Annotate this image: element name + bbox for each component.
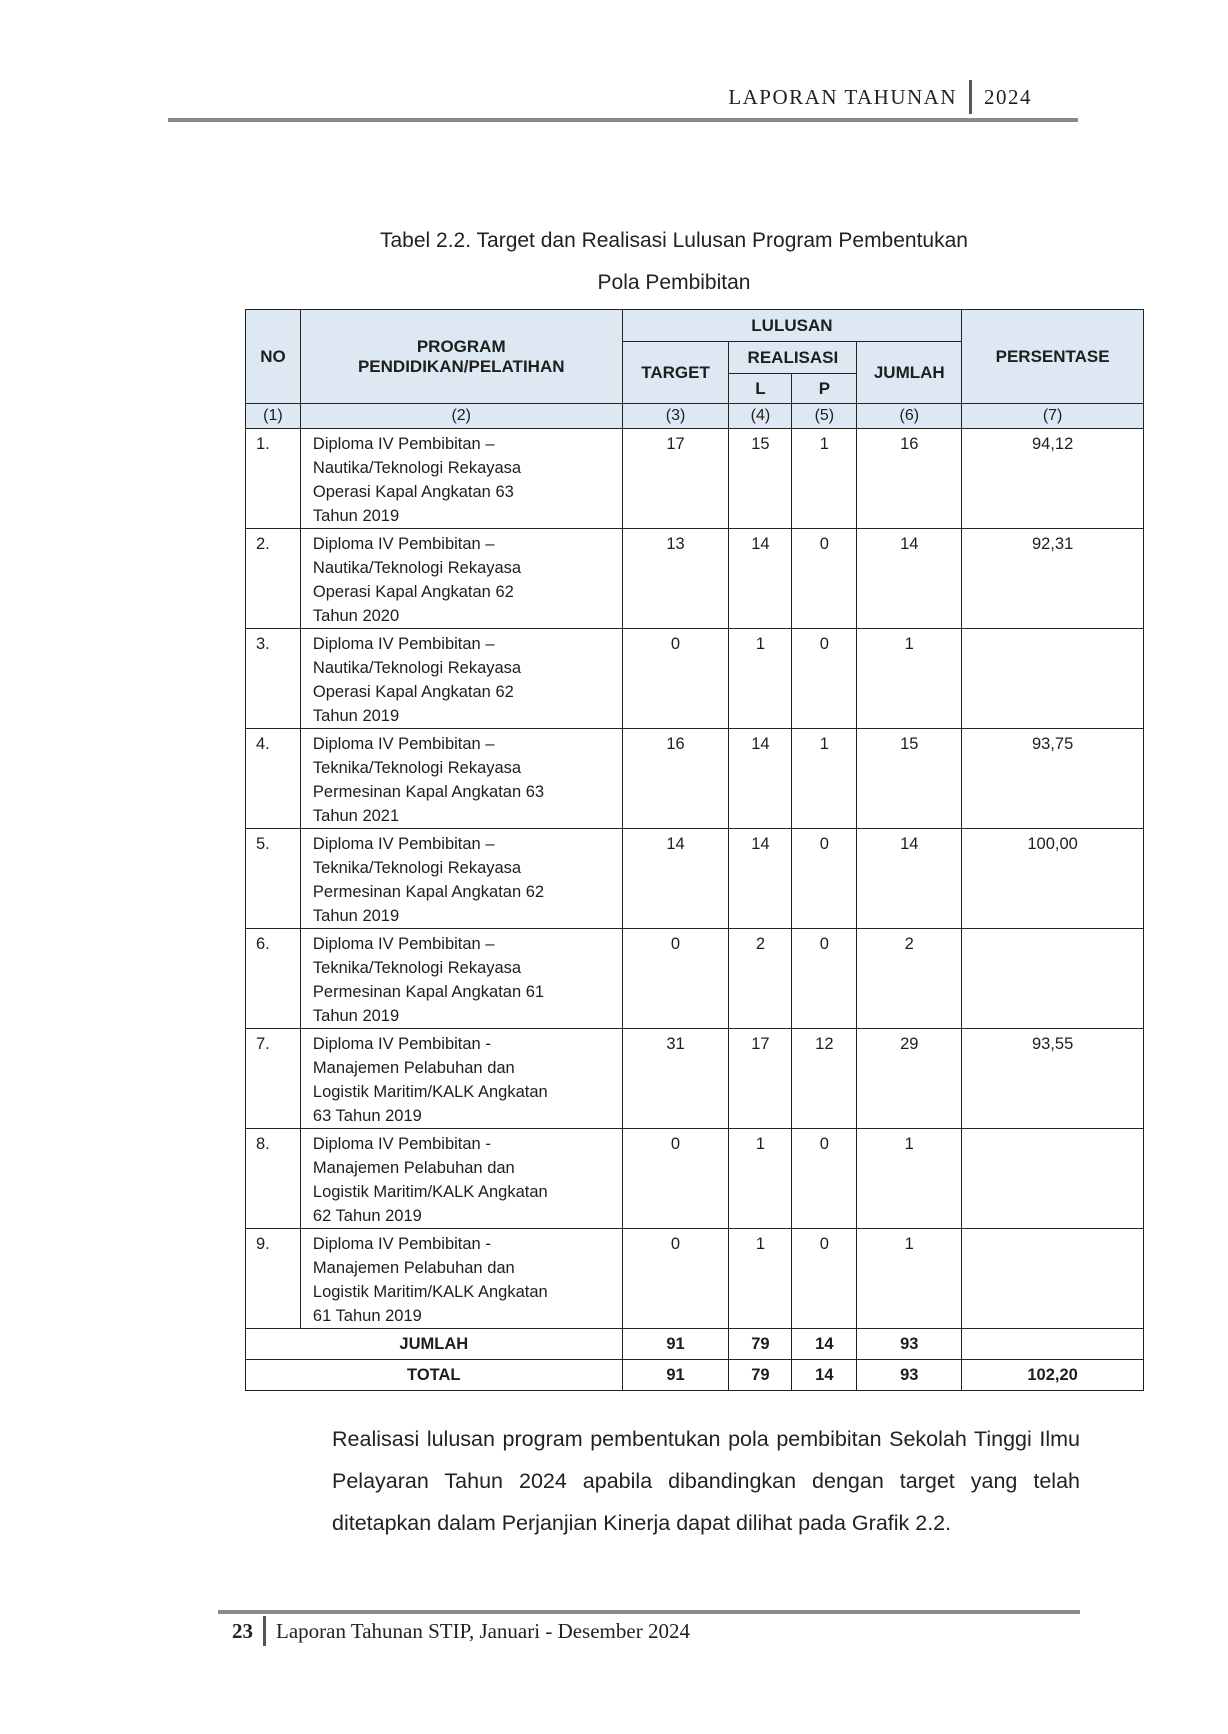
cell-l: 17: [729, 1029, 792, 1129]
cell-program: Diploma IV Pembibitan – Nautika/Teknologi Rekayasa Operasi Kapal Angkatan 62 Tahun 2019: [300, 629, 622, 729]
cell-p: 0: [792, 929, 857, 1029]
cell-no: 7.: [246, 1029, 301, 1129]
cell-l: 1: [729, 1129, 792, 1229]
cell-no: 3.: [246, 629, 301, 729]
cell-target: 0: [622, 629, 729, 729]
footer-rule: [218, 1610, 1080, 1614]
table-row: [246, 629, 1144, 729]
cell-program: Diploma IV Pembibitan – Teknika/Teknologi Rekayasa Permesinan Kapal Angkatan 62 Tahun 2019: [300, 829, 622, 929]
cell-p: 0: [792, 529, 857, 629]
cell-no: 6.: [246, 929, 301, 1029]
cell-p: 0: [792, 829, 857, 929]
cell-target: 31: [622, 1029, 729, 1129]
cell-p: 0: [792, 1129, 857, 1229]
cell-p: 1: [792, 429, 857, 529]
col-number: (7): [962, 404, 1144, 429]
cell-jumlah: 14: [857, 829, 962, 929]
table-row: [246, 529, 1144, 629]
jumlah-l: 79: [729, 1329, 792, 1360]
cell-no: 4.: [246, 729, 301, 829]
header-p: P: [792, 374, 857, 404]
header-title: LAPORAN TAHUNAN: [728, 84, 957, 109]
page-number: 23: [232, 1618, 253, 1643]
total-row: [246, 1360, 1144, 1391]
header-target: TARGET: [622, 342, 729, 404]
cell-target: 0: [622, 1129, 729, 1229]
cell-persentase: 93,55: [962, 1029, 1144, 1129]
footer-text: Laporan Tahunan STIP, Januari - Desember 2024: [276, 1618, 690, 1643]
table-row: [246, 929, 1144, 1029]
col-number: (3): [622, 404, 729, 429]
cell-target: 0: [622, 929, 729, 1029]
cell-no: 1.: [246, 429, 301, 529]
header-program: PROGRAM PENDIDIKAN/PELATIHAN: [300, 310, 622, 404]
caption-line-1: Tabel 2.2. Target dan Realisasi Lulusan Program Pembentukan: [380, 229, 968, 252]
table-caption: [240, 220, 1108, 304]
cell-program: Diploma IV Pembibitan – Nautika/Teknologi Rekayasa Operasi Kapal Angkatan 63 Tahun 2019: [300, 429, 622, 529]
cell-persentase: 92,31: [962, 529, 1144, 629]
cell-persentase: 94,12: [962, 429, 1144, 529]
graduates-table: [245, 309, 1144, 1391]
cell-l: 2: [729, 929, 792, 1029]
header-rule: [168, 118, 1078, 122]
header-persentase: PERSENTASE: [962, 310, 1144, 404]
col-number: (6): [857, 404, 962, 429]
cell-program: Diploma IV Pembibitan – Nautika/Teknologi Rekayasa Operasi Kapal Angkatan 62 Tahun 2020: [300, 529, 622, 629]
cell-persentase: 93,75: [962, 729, 1144, 829]
table-row: [246, 429, 1144, 529]
cell-no: 5.: [246, 829, 301, 929]
total-persentase: 102,20: [962, 1360, 1144, 1391]
cell-persentase: [962, 1129, 1144, 1229]
cell-jumlah: 1: [857, 1229, 962, 1329]
cell-jumlah: 15: [857, 729, 962, 829]
cell-jumlah: 16: [857, 429, 962, 529]
cell-program: Diploma IV Pembibitan - Manajemen Pelabuhan dan Logistik Maritim/KALK Angkatan 62 Tahun 2019: [300, 1129, 622, 1229]
cell-l: 15: [729, 429, 792, 529]
total-p: 14: [792, 1360, 857, 1391]
cell-target: 14: [622, 829, 729, 929]
header-jumlah: JUMLAH: [857, 342, 962, 404]
table-row: [246, 1129, 1144, 1229]
cell-program: Diploma IV Pembibitan – Teknika/Teknologi Rekayasa Permesinan Kapal Angkatan 63 Tahun 2021: [300, 729, 622, 829]
col-number: (1): [246, 404, 301, 429]
table-row: [246, 829, 1144, 929]
total-l: 79: [729, 1360, 792, 1391]
total-jumlah: 93: [857, 1360, 962, 1391]
footer-divider: [263, 1616, 266, 1646]
cell-p: 1: [792, 729, 857, 829]
header-no: NO: [246, 310, 301, 404]
cell-program: Diploma IV Pembibitan – Teknika/Teknologi Rekayasa Permesinan Kapal Angkatan 61 Tahun 2019: [300, 929, 622, 1029]
cell-p: 0: [792, 629, 857, 729]
cell-p: 0: [792, 1229, 857, 1329]
cell-jumlah: 14: [857, 529, 962, 629]
cell-l: 1: [729, 629, 792, 729]
header-divider: [969, 80, 972, 114]
cell-l: 14: [729, 829, 792, 929]
col-number: (2): [300, 404, 622, 429]
total-target: 91: [622, 1360, 729, 1391]
cell-persentase: [962, 1229, 1144, 1329]
jumlah-row: [246, 1329, 1144, 1360]
header-year: 2024: [984, 84, 1032, 109]
cell-persentase: 100,00: [962, 829, 1144, 929]
table-row: [246, 1029, 1144, 1129]
cell-target: 17: [622, 429, 729, 529]
cell-target: 16: [622, 729, 729, 829]
jumlah-target: 91: [622, 1329, 729, 1360]
total-label: TOTAL: [246, 1360, 623, 1391]
page-footer: [232, 1616, 690, 1646]
jumlah-jumlah: 93: [857, 1329, 962, 1360]
cell-jumlah: 29: [857, 1029, 962, 1129]
cell-target: 0: [622, 1229, 729, 1329]
cell-persentase: [962, 629, 1144, 729]
cell-l: 14: [729, 729, 792, 829]
cell-target: 13: [622, 529, 729, 629]
table-row: [246, 1229, 1144, 1329]
cell-no: 8.: [246, 1129, 301, 1229]
header-lulusan: LULUSAN: [622, 310, 962, 342]
body-paragraph: Realisasi lulusan program pembentukan pola pembibitan Sekolah Tinggi Ilmu Pelayaran Tahun 2024 apabila dibandingkan dengan target yang telah ditetapkan dalam Perjanjian Kinerja dapat dilihat pada Grafik 2.2.: [332, 1427, 1080, 1535]
jumlah-label: JUMLAH: [246, 1329, 623, 1360]
cell-program: Diploma IV Pembibitan - Manajemen Pelabuhan dan Logistik Maritim/KALK Angkatan 63 Tahun 2019: [300, 1029, 622, 1129]
cell-jumlah: 1: [857, 1129, 962, 1229]
jumlah-p: 14: [792, 1329, 857, 1360]
column-number-row: [246, 404, 1144, 429]
cell-persentase: [962, 929, 1144, 1029]
jumlah-persentase: [962, 1329, 1144, 1360]
page-header: [728, 80, 1032, 114]
col-number: (5): [792, 404, 857, 429]
caption-line-2: Pola Pembibitan: [597, 271, 751, 294]
cell-l: 14: [729, 529, 792, 629]
cell-p: 12: [792, 1029, 857, 1129]
cell-jumlah: 1: [857, 629, 962, 729]
cell-program: Diploma IV Pembibitan - Manajemen Pelabuhan dan Logistik Maritim/KALK Angkatan 61 Tahun 2019: [300, 1229, 622, 1329]
header-l: L: [729, 374, 792, 404]
cell-no: 2.: [246, 529, 301, 629]
cell-jumlah: 2: [857, 929, 962, 1029]
table-row: [246, 729, 1144, 829]
cell-l: 1: [729, 1229, 792, 1329]
cell-no: 9.: [246, 1229, 301, 1329]
header-realisasi: REALISASI: [729, 342, 857, 374]
col-number: (4): [729, 404, 792, 429]
